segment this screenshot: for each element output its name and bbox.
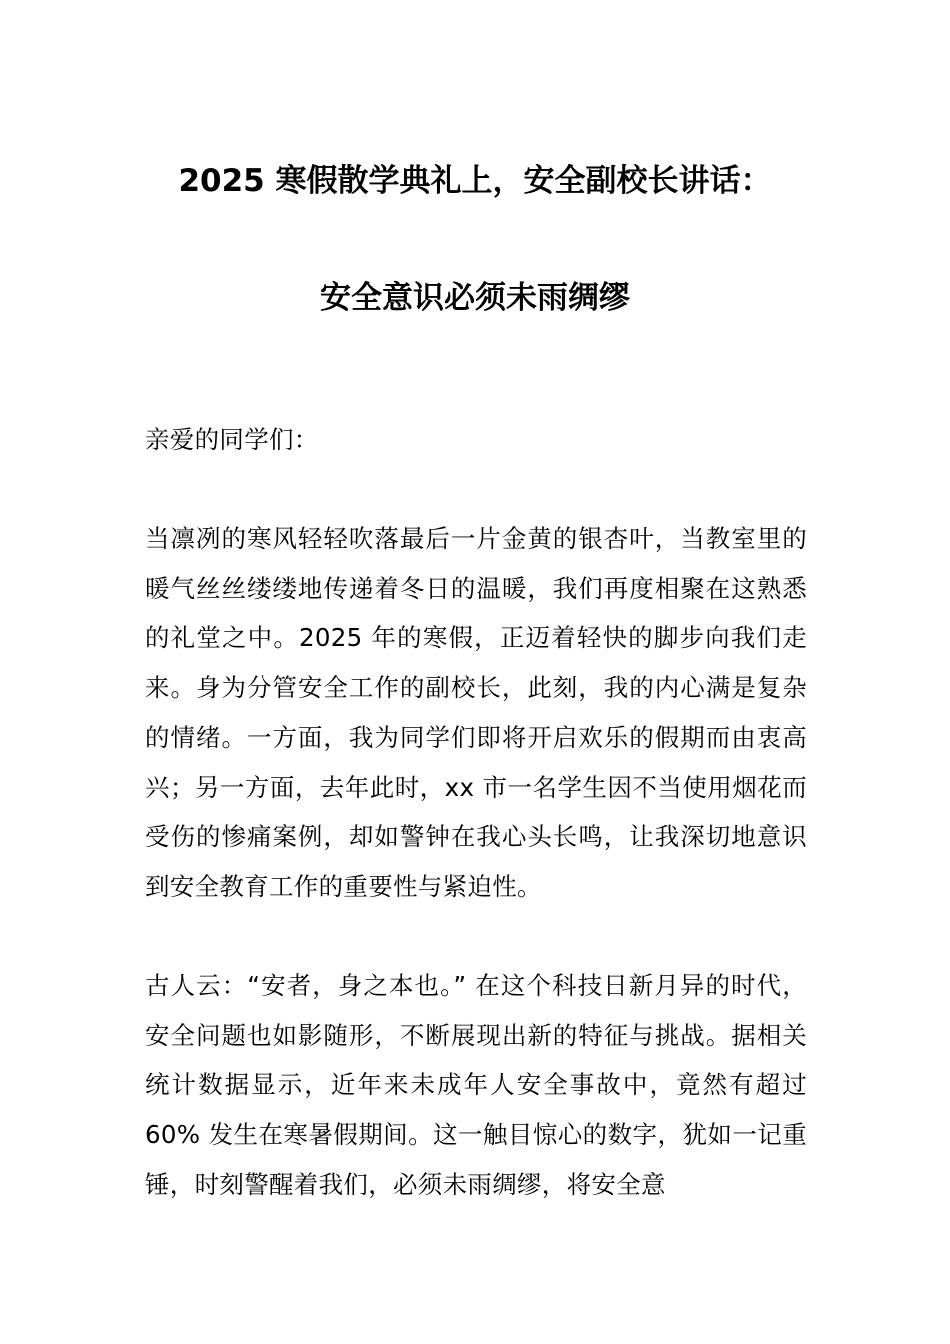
document-title-line-1: 2025 寒假散学典礼上，安全副校长讲话：	[178, 163, 772, 199]
paragraph: 当凛冽的寒风轻轻吹落最后一片金黄的银杏叶，当教室里的暖气丝丝缕缕地传递着冬日的温暖，我们再度相聚在这熟悉的礼堂之中。2025 年的寒假，正迈着轻快的脚步向我们走来。身为分管安全工作的副校长，此刻，我的内心满是复杂的情绪。一方面，我为同学们即将开启欢乐的假期而由衷高兴；另一方面，去年此时，xx 市一名学生因不当使用烟花而受伤的惨痛案例，却如警钟在我心头长鸣，让我深切地意识到安全教育工作的重要性与紧迫性。	[145, 524, 807, 901]
paragraph: 古人云：“安者，身之本也。” 在这个科技日新月异的时代，安全问题也如影随形，不断展现出新的特征与挑战。据相关统计数据显示，近年来未成年人安全事故中，竟然有超过 60% 发生在寒暑假期间。这一触目惊心的数字，犹如一记重锤，时刻警醒着我们，必须未雨绸缪，将安全意	[145, 971, 807, 1199]
greeting: 亲爱的同学们：	[145, 425, 319, 454]
document-title-line-2: 安全意识必须未雨绸缪	[320, 280, 630, 316]
